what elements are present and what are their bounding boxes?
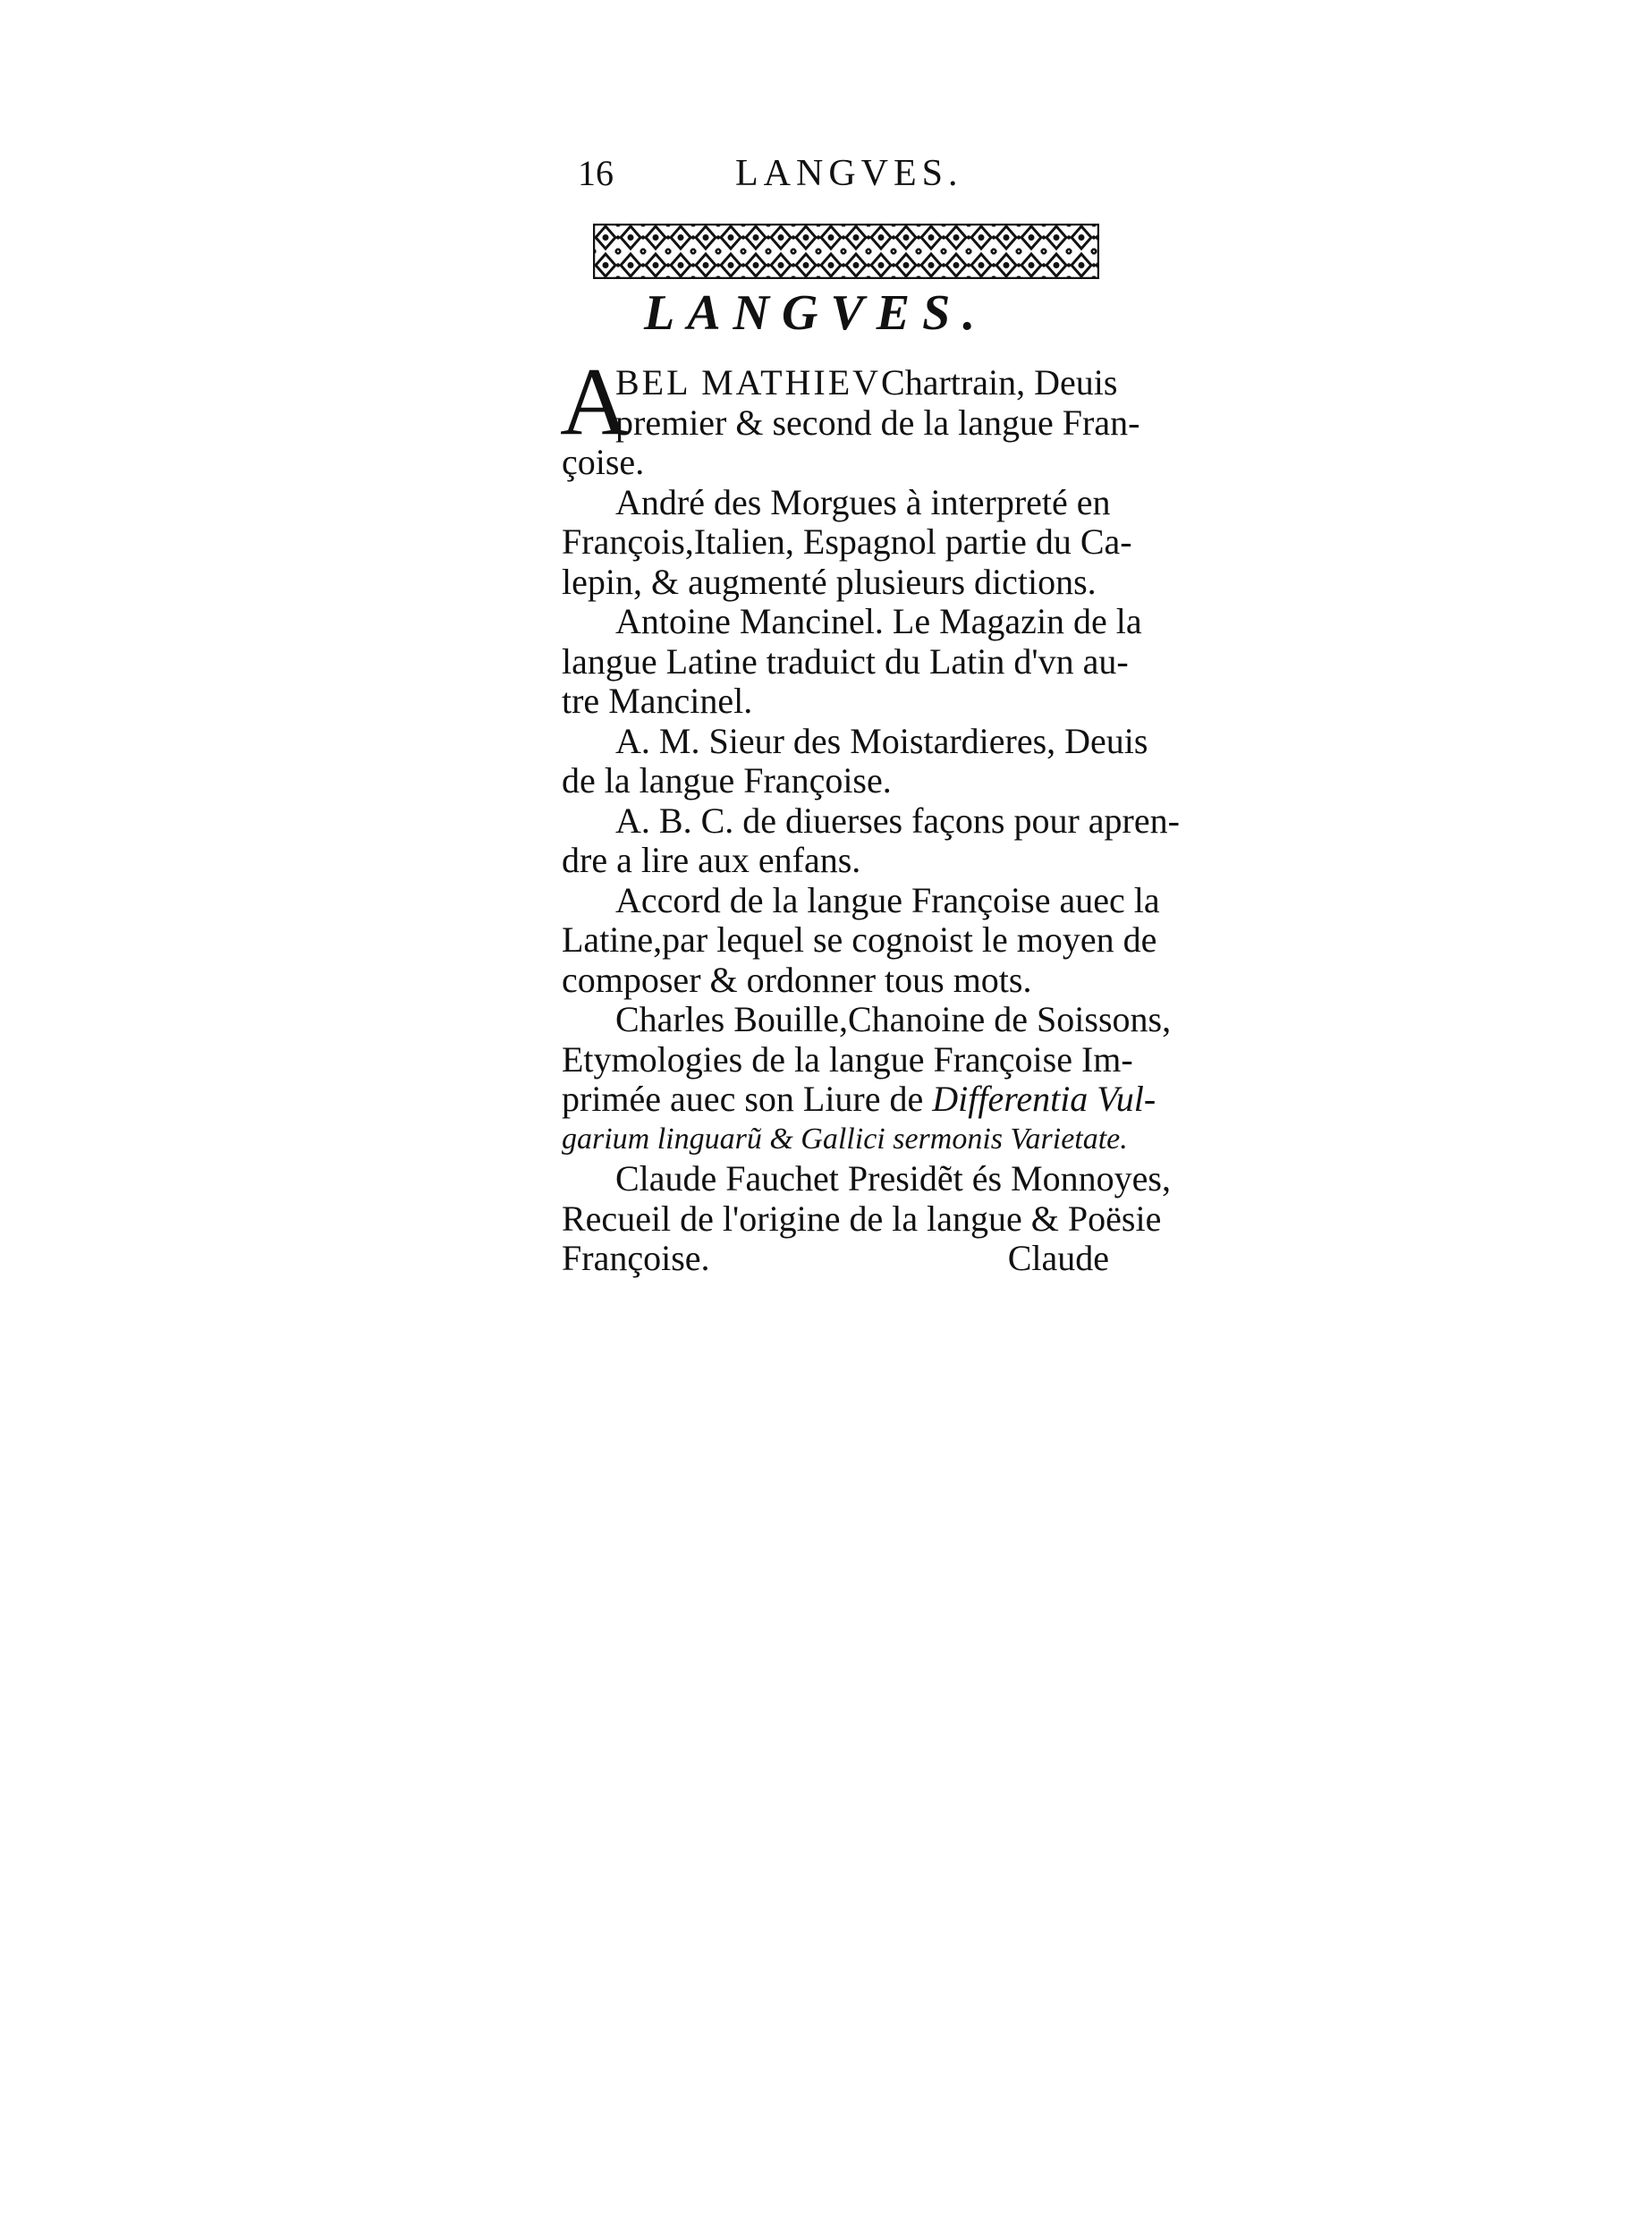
entry-line: André des Morgues à interpreté en — [615, 481, 1111, 522]
entry-line: François,Italien, Espagnol partie du Ca- — [562, 521, 1132, 562]
entry-text: Françoise. — [562, 1238, 710, 1278]
catchword: Claude — [1007, 1238, 1109, 1278]
entry-line: composer & ordonner tous mots. — [562, 959, 1032, 1000]
entry-line: de la langue Françoise. — [562, 760, 892, 800]
entry-text: Chartrain, Deuis — [881, 362, 1118, 402]
entry-line: Latine,par lequel se cognoist le moyen de — [562, 919, 1157, 960]
running-head — [578, 152, 1132, 206]
entry-line: dre a lire aux enfans. — [562, 840, 861, 880]
section-title: LANGVES. — [644, 285, 988, 341]
running-title: LANGVES. — [735, 153, 963, 194]
entry-line: premier & second de la langue Fran- — [615, 402, 1140, 443]
entry-line: Antoine Mancinel. Le Magazin de la — [615, 601, 1142, 641]
entry-line — [615, 362, 1118, 403]
entry-text: primée auec son Liure de — [562, 1079, 933, 1119]
entry-line: A. M. Sieur des Moistardieres, Deuis — [615, 720, 1148, 761]
entry-line: Recueil de l'origine de la langue & Poësie — [562, 1198, 1162, 1239]
ornament-band — [593, 224, 1099, 279]
page-number: 16 — [578, 153, 614, 193]
entry-line: tre Mancinel. — [562, 681, 753, 721]
entry-line: A. B. C. de diuerses façons pour apren- — [615, 800, 1180, 841]
entry-line: çoise. — [562, 442, 645, 482]
book-title-italic: garium linguarũ & Gallici sermonis Varietate. — [562, 1122, 1128, 1156]
entry-line: langue Latine traduict du Latin d'vn au- — [562, 640, 1129, 682]
drop-cap: A — [560, 349, 630, 455]
entry-line — [562, 1080, 1156, 1120]
entry-line: Accord de la langue Françoise auec la — [615, 879, 1160, 920]
book-title-italic: Differentia Vul- — [932, 1079, 1156, 1119]
entry-line: Charles Bouille,Chanoine de Soissons, — [615, 999, 1172, 1039]
author-name-caps: BEL MATHIEV — [615, 362, 882, 402]
entry-line: lepin, & augmenté plusieurs dictions. — [562, 561, 1097, 602]
entry-line — [562, 1239, 1109, 1279]
entry-line: Etymologies de la langue Françoise Im- — [562, 1038, 1133, 1080]
entry-line: Claude Fauchet Presidẽt és Monnoyes, — [615, 1158, 1171, 1198]
